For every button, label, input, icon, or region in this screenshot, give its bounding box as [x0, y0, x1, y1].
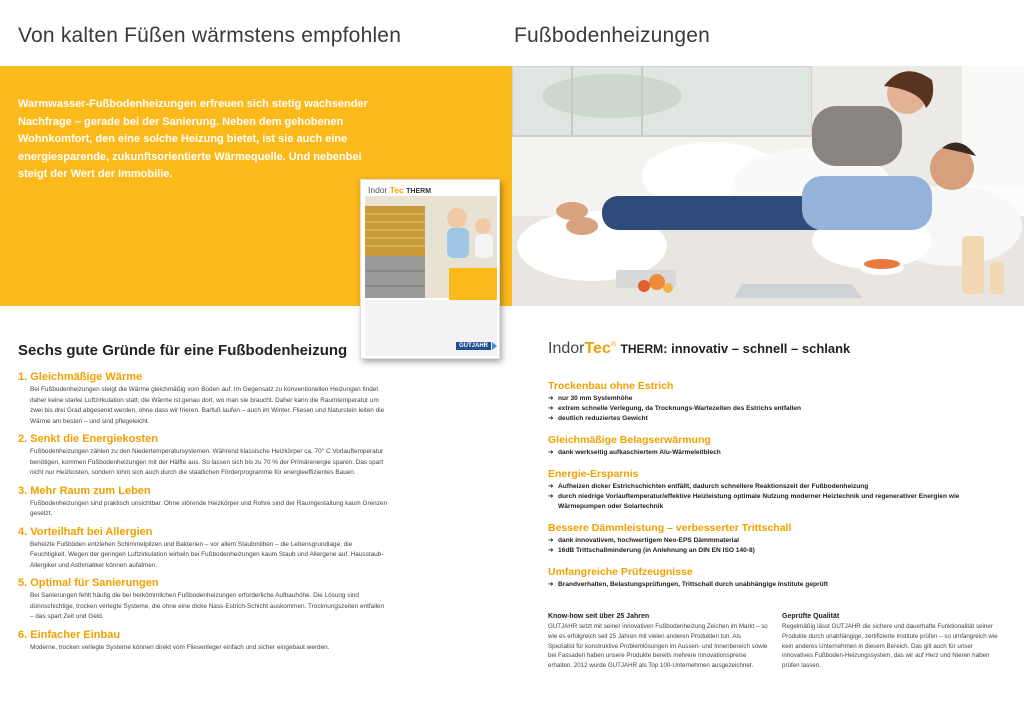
feature-item [548, 522, 988, 556]
reason-title: 4. Vorteilhaft bei Allergien [18, 525, 153, 538]
feature-bullet: ➜ durch niedrige Vorlauftemperatur/effektive Heizleistung optimale Nutzung moderner Heiztechnik und regenerativer Energien wie Wärmepumpen oder Solartechnik [548, 492, 988, 512]
info-title: Know-how seit über 25 Jahren [548, 613, 650, 620]
brochure-logo-indor: Indor [368, 185, 388, 195]
feature-bullet: ➜ Brandverhalten, Belastungsprüfungen, Trittschall durch unabhängige Institute geprüft [548, 580, 988, 590]
brochure-cover [360, 179, 500, 359]
feature-bullet: ➜ extrem schnelle Verlegung, da Trocknungs-Wartezeiten des Estrichs entfallen [548, 404, 988, 414]
brochure-logo [368, 185, 431, 195]
left-page-title: Von kalten Füßen wärmstens empfohlen [18, 24, 402, 47]
logo-tagline: : innovativ – schnell – schlank [663, 341, 851, 356]
logo-tec: Tec [584, 340, 611, 357]
reason-item [18, 433, 388, 479]
reason-title: 6. Einfacher Einbau [18, 628, 121, 641]
logo-therm: THERM [620, 342, 664, 356]
reason-item [18, 629, 388, 654]
reason-text: Fußbodenheizungen sind praktisch unsichtbar. Ohne störende Heizkörper und Rohre sind der Raumgestaltung kaum Grenzen gesetzt. [30, 499, 388, 517]
logo-reg: ® [610, 341, 617, 349]
reason-text: Beheizte Fußböden entziehen Schimmelpilzen und Bakterien – vor allem Staubmilben – die Lebensgrundlage, die Feuchtigkeit. Wegen der geringen Luftzirkulation wirbeln bei Fußbodenheizungen kaum Staub und Allergene auf. Hausstaub-Allergiker und Asthmatiker können aufatmen. [30, 540, 384, 569]
hero-photo [512, 66, 1024, 306]
feature-title: Trockenbau ohne Estrich [548, 380, 674, 392]
intro-text: Warmwasser-Fußbodenheizungen erfreuen sich stetig wachsender Nachfrage – gerade bei der Sanierung. Neben dem gehobenen Wohnkomfort, den eine solche Heizung bietet, ist sie auch eine energiesparende, zukunftsorientierte Wärmequelle. Und nebenbei steigt der Wert der Immobilie. [18, 98, 368, 180]
info-column-knowhow [548, 613, 768, 671]
brochure-logo-therm: THERM [406, 188, 432, 195]
reasons-list [18, 371, 388, 659]
reason-item [18, 371, 388, 427]
reason-text: Bei Sanierungen fehlt häufig die bei herkömmlichen Fußbodenheizungen erforderliche Aufbauhöhe. Die Lösung sind dünnschichtige, trocken verlegte Systeme, die ohne eine dicke Nass-Estrich-Schicht auskommen. Trocknungszeiten entfallen – das spart Zeit und Geld. [30, 592, 385, 620]
brochure-yellow-box [449, 268, 497, 300]
reason-text: Fußbodenheizungen zählen zu den Niedertemperatursystemen. Während klassische Heizkörper ca. 70° C Vorlauftemperatur benötigen, kommen Fußbodenheizungen mit der Hälfte aus. So lassen sich bis zu 70 % der Primärenergie sparen. Das spart nicht nur Heizkosten, sondern lohnt sich auch durch die staatlichen Förderprogramme für energieeffizientes Bauen. [30, 448, 384, 476]
feature-bullet: ➜ nur 30 mm Systemhöhe [548, 394, 988, 404]
brochure-logo-tec: Tec [389, 185, 404, 195]
feature-bullet: ➜ deutlich reduziertes Gewicht [548, 414, 988, 424]
info-column-quality [782, 613, 1002, 671]
reason-text: Moderne, trocken verlegte Systeme können direkt vom Fliesenleger einfach und sicher eingebaut werden. [30, 643, 330, 651]
feature-title: Umfangreiche Prüfzeugnisse [548, 566, 693, 578]
right-page-title: Fußbodenheizungen [514, 24, 711, 47]
feature-title: Energie-Ersparnis [548, 468, 639, 480]
feature-title: Bessere Dämmleistung – verbesserter Trittschall [548, 522, 792, 534]
feature-item [548, 434, 988, 458]
info-text: GUTJAHR setzt mit seiner innovativen Fußbodenheizung Zeichen im Markt – so wie es erfolgreich seit 25 Jahren mit vielen anderen Produkten tun. Als Spezialist für konstruktive Problemlösungen im Aussen- und Innenbereich sowie bei Fassaden haben unsere Produkte bereits mehrere Innovationspreise erhalten. 2012 wurde GUTJAHR als Top 100-Unternehmen ausgezeichnet. [548, 623, 768, 670]
couple-on-floor-illustration [512, 66, 1024, 306]
feature-bullet: ➜ dank werkseitig aufkaschiertem Alu-Wärmeleitblech [548, 448, 988, 458]
right-page [512, 0, 1024, 724]
info-title: Geprüfte Qualität [782, 613, 840, 620]
features-list [548, 380, 988, 600]
feature-title: Gleichmäßige Belagserwärmung [548, 434, 711, 446]
reason-text: Bei Fußbodenheizungen steigt die Wärme gleichmäßig vom Boden auf. Im Gegensatz zu konventionellen Heizungen findet daher keine starke Luftzirkulation statt; die Wärme ist genau dort, wo man sie braucht. Daher kann die Raumtemperatur um zwei bis drei Grad abgesenkt werden, ohne dass wir frieren. Barfuß laufen – auch im Winter. Fliesen und Naturstein leiten die Wärme am besten – und sind pflegeleicht. [30, 386, 385, 425]
reason-item [18, 577, 388, 623]
feature-item [548, 380, 988, 424]
reason-item [18, 526, 388, 572]
info-text: Regelmäßig lässt GUTJAHR die sichere und dauerhafte Funktionalität seiner Produkte durch unabhängige, zertifizierte Institute prüfen – so umfangreich wie kein anderes Unternehmen in diesem Bereich. Das gilt auch für unser innovatives Fußboden-Heizungssystem, das wir auf Herz und Nieren haben prüfen lassen. [782, 623, 998, 670]
reasons-heading: Sechs gute Gründe für eine Fußbodenheizung [18, 342, 348, 359]
logo-indor: Indor [548, 340, 585, 357]
reason-title: 2. Senkt die Energiekosten [18, 433, 158, 445]
reason-item [18, 485, 388, 520]
feature-item [548, 566, 988, 590]
brochure-arrow-icon [492, 342, 497, 350]
feature-item [548, 468, 988, 512]
reason-title: 1. Gleichmäßige Wärme [18, 371, 143, 383]
feature-bullet: ➜ dank innovativem, hochwertigem Neo-EPS Dämmmaterial [548, 536, 988, 546]
feature-bullet: ➜ Aufheizen dicker Estrichschichten entfällt, dadurch schnellere Reaktionszeit der Fußbodenheizung [548, 482, 988, 492]
reason-title: 3. Mehr Raum zum Leben [18, 484, 151, 497]
reason-title: 5. Optimal für Sanierungen [18, 577, 159, 589]
feature-bullet: ➜ 16dB Trittschallminderung (in Anlehnung an DIN EN ISO 140-8) [548, 546, 988, 556]
indortec-logo-heading [548, 340, 850, 358]
brochure-brand: GUTJAHR [456, 342, 491, 350]
